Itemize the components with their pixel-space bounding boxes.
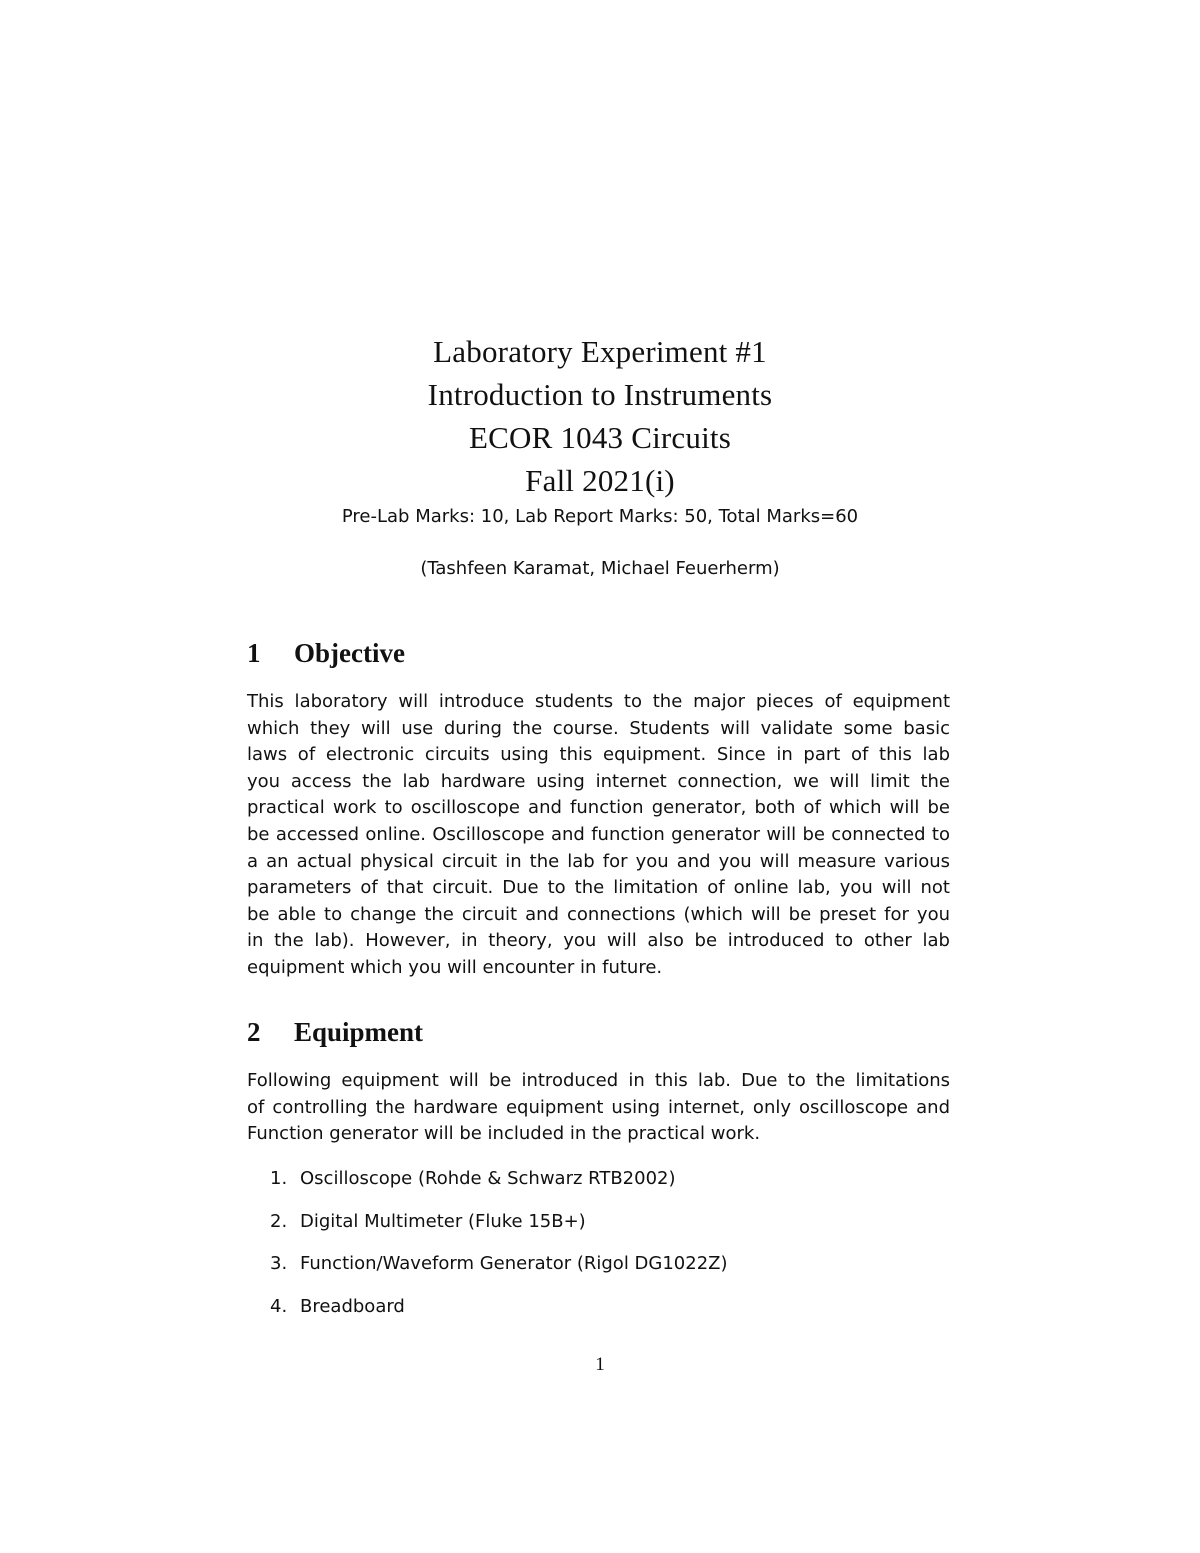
list-item-text: Breadboard	[300, 1295, 405, 1317]
list-item	[247, 1209, 950, 1252]
section-title: Objective	[294, 638, 405, 668]
paragraph-line: in the lab). However, in theory, you will also be introduced to other lab	[247, 930, 950, 952]
list-item-number: 3.	[270, 1253, 288, 1274]
paragraph-line: you access the lab hardware using internet connection, we will limit the	[247, 770, 950, 792]
paragraph-line: Function generator will be included in the practical work.	[247, 1123, 761, 1145]
list-item-text: Function/Waveform Generator (Rigol DG1022Z)	[300, 1253, 728, 1274]
list-item-number: 4.	[270, 1295, 288, 1317]
section-heading-equipment	[247, 1015, 423, 1049]
paragraph-line: equipment which you will encounter in future.	[247, 956, 663, 978]
list-item-text: Digital Multimeter (Fluke 15B+)	[300, 1210, 586, 1232]
list-item-number: 1.	[270, 1168, 288, 1189]
paragraph-line: a an actual physical circuit in the lab for you and you will measure various	[247, 850, 950, 872]
equipment-paragraph	[247, 1068, 950, 1148]
paragraph-line: which they will use during the course. Students will validate some basic	[247, 717, 950, 739]
list-item	[247, 1294, 950, 1337]
paragraph-line: Following equipment will be introduced in this lab. Due to the limitations	[247, 1070, 950, 1091]
section-number: 2	[247, 1017, 261, 1047]
list-item	[247, 1166, 950, 1209]
section-heading-objective	[247, 636, 405, 670]
authors: (Tashfeen Karamat, Michael Feuerherm)	[420, 558, 780, 579]
paragraph-line: laws of electronic circuits using this equipment. Since in part of this lab	[247, 744, 950, 766]
section-title: Equipment	[294, 1017, 424, 1047]
experiment-subtitle: Introduction to Instruments	[427, 377, 773, 412]
paragraph-line: parameters of that circuit. Due to the limitation of online lab, you will not	[247, 877, 950, 899]
section-number: 1	[247, 638, 261, 668]
paragraph-line: of controlling the hardware equipment using internet, only oscilloscope and	[247, 1096, 950, 1118]
list-item	[247, 1251, 950, 1294]
page-number: 1	[595, 1354, 605, 1375]
paragraph-line: This laboratory will introduce students to the major pieces of equipment	[247, 691, 950, 712]
list-item-number: 2.	[270, 1210, 288, 1232]
equipment-list	[247, 1166, 950, 1336]
course-name: ECOR 1043 Circuits	[469, 420, 731, 455]
experiment-title: Laboratory Experiment #1	[433, 334, 767, 369]
objective-paragraph	[247, 689, 950, 982]
term: Fall 2021(i)	[525, 463, 675, 498]
paragraph-line: be able to change the circuit and connections (which will be preset for you	[247, 903, 950, 925]
title-block	[0, 330, 1200, 582]
marks-breakdown: Pre-Lab Marks: 10, Lab Report Marks: 50, Total Marks=60	[341, 506, 859, 527]
paragraph-line: practical work to oscilloscope and function generator, both of which will be	[247, 797, 950, 819]
paragraph-line: be accessed online. Oscilloscope and function generator will be connected to	[247, 823, 950, 845]
list-item-text: Oscilloscope (Rohde & Schwarz RTB2002)	[300, 1168, 676, 1189]
